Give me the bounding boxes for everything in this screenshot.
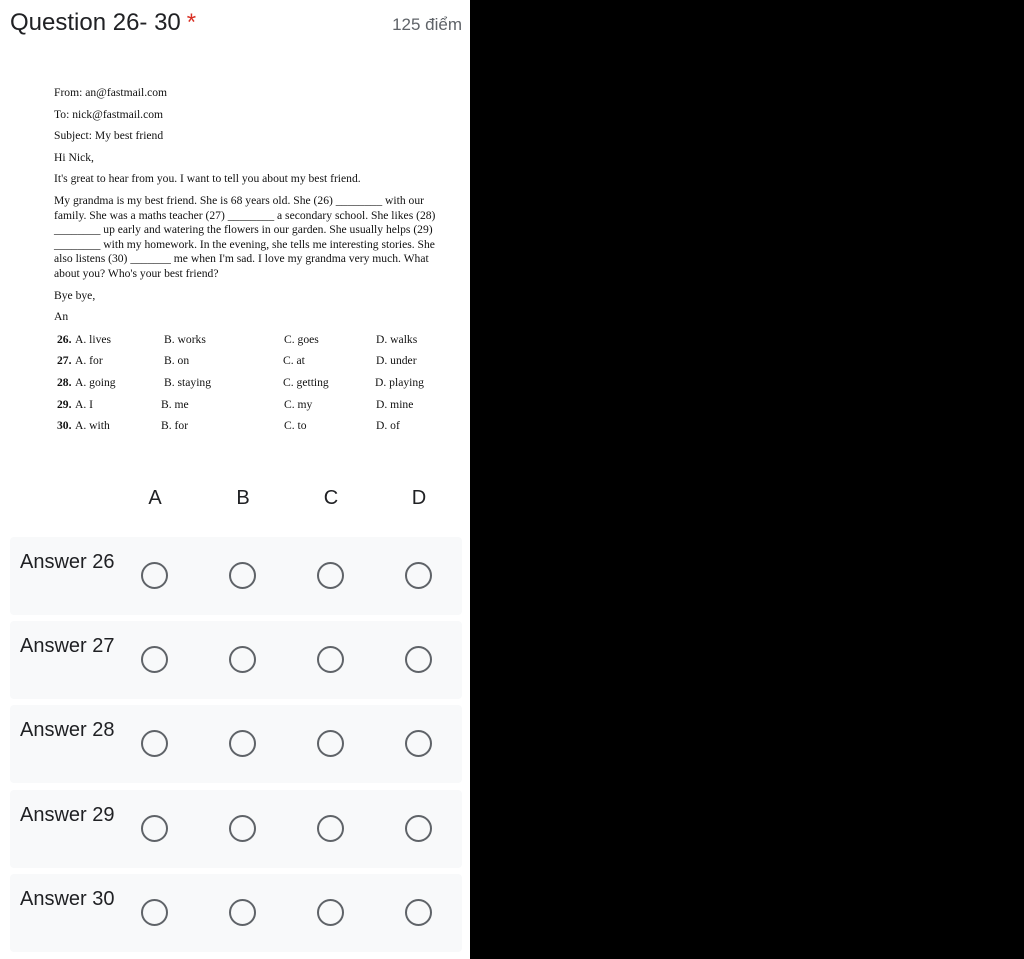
- grid-row-label: Answer 26: [20, 551, 115, 573]
- radio-26-d[interactable]: [405, 562, 432, 589]
- option-b: B. staying: [164, 375, 212, 389]
- grid-column-b: B: [236, 487, 250, 509]
- option-a: A. I: [75, 397, 94, 411]
- email-body-line: about you? Who's your best friend?: [54, 266, 219, 280]
- radio-26-a[interactable]: [141, 562, 168, 589]
- option-c: C. goes: [284, 332, 319, 346]
- option-number: 26.: [57, 332, 72, 346]
- grid-row-answer-27: [10, 621, 462, 699]
- email-body-line: ________ with my homework. In the evening, she tells me interesting stories. She: [54, 237, 435, 251]
- option-b: B. me: [161, 397, 189, 411]
- email-body-line: family. She was a maths teacher (27) ________ a secondary school. She likes (28): [54, 208, 436, 222]
- option-number: 27.: [57, 354, 72, 368]
- option-a: A. with: [75, 419, 110, 433]
- option-c: C. my: [284, 397, 313, 411]
- grid-row-answer-28: [10, 705, 462, 783]
- email-body: [54, 194, 450, 282]
- radio-30-b[interactable]: [229, 899, 256, 926]
- grid-row-label: Answer 29: [20, 804, 115, 826]
- options-row: [54, 354, 450, 376]
- option-d: D. under: [376, 354, 417, 368]
- email-signature: An: [54, 310, 69, 324]
- radio-29-a[interactable]: [141, 815, 168, 842]
- required-asterisk: *: [186, 9, 197, 36]
- options-row: [54, 419, 450, 441]
- black-letterbox-area: [470, 0, 1024, 959]
- option-d: D. of: [376, 419, 400, 433]
- grid-column-headers: [0, 487, 470, 515]
- email-body-line: also listens (30) _______ me when I'm sad. I love my grandma very much. What: [54, 252, 429, 266]
- radio-30-a[interactable]: [141, 899, 168, 926]
- options-row: [54, 376, 450, 398]
- option-d: D. mine: [376, 397, 414, 411]
- email-greeting: Hi Nick,: [54, 150, 94, 164]
- option-number: 28.: [57, 375, 72, 389]
- option-number: 29.: [57, 397, 72, 411]
- radio-27-a[interactable]: [141, 646, 168, 673]
- question-title-text: Question 26- 30: [10, 9, 181, 36]
- radio-26-b[interactable]: [229, 562, 256, 589]
- option-d: D. playing: [375, 375, 424, 389]
- email-body-line: ________ up early and watering the flowers in our garden. She usually helps (29): [54, 223, 433, 237]
- options-row: [54, 398, 450, 420]
- grid-column-c: C: [323, 487, 339, 509]
- option-a: A. lives: [75, 332, 112, 346]
- question-image-document: [54, 86, 450, 441]
- grid-row-label: Answer 28: [20, 719, 115, 741]
- question-header: [10, 9, 462, 43]
- email-subject: Subject: My best friend: [54, 129, 164, 143]
- radio-29-c[interactable]: [317, 815, 344, 842]
- points-label: 125 điểm: [392, 15, 462, 34]
- option-a: A. for: [75, 354, 103, 368]
- radio-28-b[interactable]: [229, 730, 256, 757]
- email-intro: It's great to hear from you. I want to tell you about my best friend.: [54, 172, 361, 186]
- radio-30-d[interactable]: [405, 899, 432, 926]
- grid-row-answer-30: [10, 874, 462, 952]
- radio-28-c[interactable]: [317, 730, 344, 757]
- grid-column-a: A: [148, 487, 162, 509]
- email-body-line: My grandma is my best friend. She is 68 years old. She (26) ________ with our: [54, 193, 424, 207]
- radio-28-a[interactable]: [141, 730, 168, 757]
- option-c: C. at: [283, 354, 305, 368]
- option-b: B. on: [164, 354, 190, 368]
- grid-row-answer-26: [10, 537, 462, 615]
- radio-27-d[interactable]: [405, 646, 432, 673]
- question-card: [0, 0, 470, 959]
- radio-27-b[interactable]: [229, 646, 256, 673]
- radio-29-b[interactable]: [229, 815, 256, 842]
- radio-26-c[interactable]: [317, 562, 344, 589]
- grid-column-d: D: [411, 487, 427, 509]
- option-c: C. to: [284, 419, 307, 433]
- option-d: D. walks: [376, 332, 418, 346]
- radio-28-d[interactable]: [405, 730, 432, 757]
- grid-row-answer-29: [10, 790, 462, 868]
- option-a: A. going: [75, 375, 116, 389]
- option-b: B. for: [161, 419, 189, 433]
- email-closing: Bye bye,: [54, 288, 96, 302]
- option-c: C. getting: [283, 375, 329, 389]
- radio-30-c[interactable]: [317, 899, 344, 926]
- option-number: 30.: [57, 419, 72, 433]
- radio-29-d[interactable]: [405, 815, 432, 842]
- option-b: B. works: [164, 332, 206, 346]
- grid-row-label: Answer 27: [20, 635, 115, 657]
- options-table: [54, 333, 450, 441]
- question-title: [10, 9, 196, 37]
- radio-27-c[interactable]: [317, 646, 344, 673]
- email-from: From: an@fastmail.com: [54, 86, 168, 99]
- options-row: [54, 333, 450, 355]
- grid-row-label: Answer 30: [20, 888, 115, 910]
- email-to: To: nick@fastmail.com: [54, 107, 164, 121]
